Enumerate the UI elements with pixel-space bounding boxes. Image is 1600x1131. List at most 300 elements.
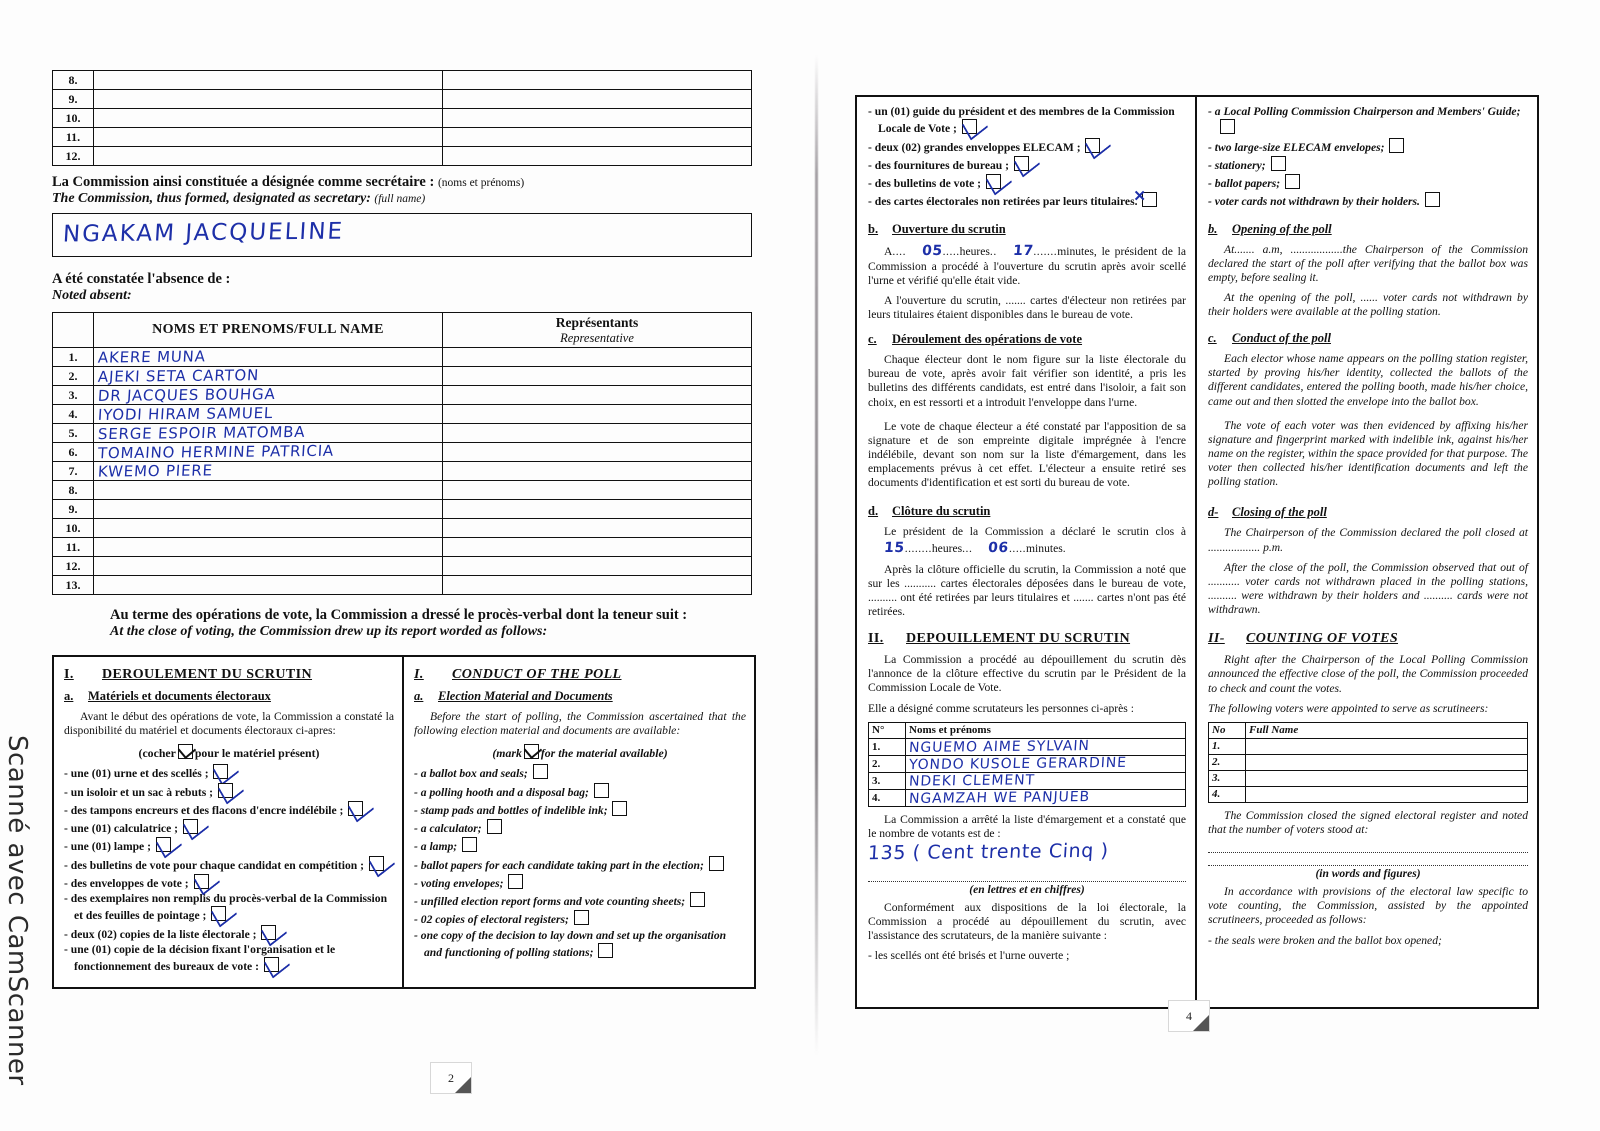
checklist-item: - une (01) copie de la décision fixant l'organisation et le fonctionnement des bureaux de vote : <box>64 942 336 974</box>
voters-count-dotted-line-en-1 <box>1208 843 1528 853</box>
row-name-cell[interactable] <box>94 481 443 500</box>
row-name-cell[interactable] <box>94 90 443 109</box>
voters-count-field-fr[interactable] <box>867 839 1186 869</box>
table-row <box>869 789 1186 806</box>
handwritten-name: IYODI HIRAM SAMUEL <box>97 404 274 424</box>
checklist-item: - voter cards not withdrawn by their holders. <box>1208 192 1528 209</box>
header-name-en: Full Name <box>1246 722 1528 738</box>
closing-paragraph2-en: After the close of the poll, the Commission observed that out of ........... voter cards not withdrawn placed in the polling stations, .......... were withdrawn by their holders and .......... cards were not withdrawn. <box>1208 560 1528 617</box>
page-marker-left: 2 <box>430 1062 472 1094</box>
right-column-fr <box>857 97 1197 1007</box>
row-number: 1. <box>53 348 94 367</box>
row-number: 2. <box>53 367 94 386</box>
handwritten-name: KWEMO PIERE <box>97 461 214 481</box>
secretary-label-fr-text: La Commission ainsi constituée a désignée comme secrétaire : <box>52 174 435 190</box>
report-intro-fr: Avant le début des opérations de vote, la Commission a constaté la disponibilité du matériel et documents électoraux ci-apres: <box>64 710 394 738</box>
mark-post-en: for the material available) <box>540 746 668 761</box>
table-row <box>53 71 752 90</box>
secretary-label-en-note: (full name) <box>374 193 426 205</box>
subsection-letter-c-fr: c. <box>868 332 877 347</box>
checklist-item: - a lamp; <box>414 837 746 854</box>
opening-hours-value: 05 <box>921 242 944 259</box>
row-number: 3. <box>869 772 906 789</box>
header-number <box>53 313 94 348</box>
row-number: 12. <box>53 557 94 576</box>
table-row <box>53 481 752 500</box>
checklist-item: - des cartes électorales non retirées par leurs titulaires. ✕ <box>868 192 1186 209</box>
row-name-cell[interactable] <box>1246 770 1528 786</box>
checkbox-sample-icon <box>178 744 193 759</box>
left-page <box>52 70 752 1085</box>
row-name-cell[interactable] <box>906 755 1186 772</box>
report-column-fr <box>54 657 404 987</box>
row-rep-cell[interactable] <box>443 147 752 166</box>
row-number: 5. <box>53 424 94 443</box>
closing-hours-word-fr: heures <box>931 541 963 555</box>
conduct-paragraph1-en: Each elector whose name appears on the polling station register, started by proving his/her identity, collected the ballots of the different candidates, entered the polling booth, made his/her choice, came out and then slotted the envelope into the ballot box. <box>1208 352 1528 408</box>
checklist-item: - un isoloir et un sac à rebuts ; <box>64 783 394 800</box>
material-checklist-fr <box>64 764 394 974</box>
conduct-paragraph1-fr: Chaque électeur dont le nom figure sur la liste électorale du bureau de vote, après avoir fait vérifier son identité, a pris les bulletins des différents candidats, est entré dans l'isoloir, a fait son choix, en est ressorti et a introduit l'enveloppe dans l'urne. <box>868 353 1186 409</box>
row-name-cell[interactable] <box>94 500 443 519</box>
checklist-item-label: a lamp; <box>420 840 458 854</box>
table-row <box>53 367 752 386</box>
checklist-item: - two large-size ELECAM envelopes; <box>1208 138 1528 155</box>
opening-minutes-value: 17 <box>1012 242 1035 259</box>
checklist-item-label: stationery; <box>1214 158 1266 172</box>
subsection-conduct-text-fr: Déroulement des opérations de vote <box>892 332 1083 347</box>
checklist-item-label: one copy of the decision to lay down and set up the organisation and functioning of polling stations; <box>420 928 727 959</box>
row-number: 1. <box>1209 738 1246 754</box>
row-rep-cell[interactable] <box>443 500 752 519</box>
checkbox-icon[interactable] <box>264 957 279 972</box>
subsection-letter-b-fr: b. <box>868 221 879 236</box>
row-name-cell[interactable] <box>94 538 443 557</box>
checklist-item: - une (01) lampe ; <box>64 837 394 854</box>
subsection-title-text-en: Election Material and Documents <box>438 689 613 703</box>
header-representative-en: Representative <box>560 330 634 345</box>
page-seam-divider <box>815 55 818 1055</box>
counting-paragraph2-fr: Elle a désigné comme scrutateurs les personnes ci-après : <box>868 701 1134 715</box>
row-name-cell[interactable] <box>1246 738 1528 754</box>
scrutineers-table-fr <box>868 722 1186 807</box>
mark-pre-fr: (cocher <box>138 746 176 761</box>
checkbox-icon[interactable] <box>183 819 198 834</box>
handwritten-name: YONDO KUSOLE GERARDINE <box>908 754 1128 773</box>
row-name-cell[interactable] <box>94 405 443 424</box>
opening-paragraph2-en: At the opening of the poll, ...... voter cards not withdrawn by their holders were available at the polling station. <box>1208 290 1528 319</box>
row-name-cell[interactable] <box>94 386 443 405</box>
header-no-fr: N° <box>869 722 906 738</box>
row-rep-cell[interactable] <box>443 557 752 576</box>
table-row <box>53 462 752 481</box>
closing-note <box>110 607 752 640</box>
top-continuation-table <box>52 70 752 166</box>
checklist-item: - des fournitures de bureau ; <box>868 156 1186 173</box>
handwritten-name: AJEKI SETA CARTON <box>97 366 260 386</box>
opening-paragraph1-en: At....... a.m, ..................the Chairperson of the Commission declared the start of the poll after verifying that the ballot box was empty, before sealing it. <box>1208 242 1528 284</box>
checklist-item: - deux (02) copies de la liste électorale ; <box>64 925 394 942</box>
table-row <box>53 386 752 405</box>
voters-count-dotted-line-en-2 <box>1208 856 1528 866</box>
handwritten-name: NGAMZAH WE PANJUEB <box>908 788 1091 807</box>
checklist-item-label: a polling hooth and a disposal bag; <box>420 785 589 799</box>
subsection-closing-title-en <box>1208 505 1528 520</box>
opening-minutes-word-fr: minutes, le président de la Commission a procédé à l'ouverture du scrutin après avoir scellé l'urne et vérifié qu'elle était vide. <box>868 244 1186 287</box>
checkbox-icon[interactable] <box>261 925 276 940</box>
closing-cards-paragraph-fr: Après la clôture officielle du scrutin, la Commission a noté que sur les ........... cartes électorales déposées dans le bureau de vote, .......... ont été retirées par leurs titulaires et ....... cartes n'ont pas été retirées. <box>868 562 1186 619</box>
checkbox-icon[interactable] <box>598 943 613 958</box>
subsection-conduct-title-en <box>1208 331 1528 346</box>
row-name-cell[interactable] <box>94 462 443 481</box>
checkbox-icon[interactable] <box>156 837 171 852</box>
checklist-item: - unfilled election report forms and vote counting sheets; <box>414 892 746 909</box>
checkbox-icon[interactable] <box>508 874 523 889</box>
table-row <box>1209 786 1528 802</box>
header-representative <box>443 313 752 348</box>
subsection-letter-b-en: b. <box>1208 221 1218 236</box>
counting-paragraph2-en: The following voters were appointed to serve as scrutineers: <box>1208 701 1489 715</box>
row-name-cell[interactable] <box>94 109 443 128</box>
section2-title-text-fr: DEPOUILLEMENT DU SCRUTIN <box>906 631 1131 647</box>
checklist-item-label: two large-size ELECAM envelopes; <box>1214 140 1385 154</box>
checklist-item-label: a ballot box and seals; <box>420 767 528 781</box>
checkbox-icon[interactable] <box>594 783 609 798</box>
table-row <box>53 128 752 147</box>
checklist-item: - ballot papers; <box>1208 174 1528 191</box>
checklist-item: - one copy of the decision to lay down and set up the organisation and functioning of polling stations; <box>414 928 727 959</box>
checklist-item-label: une (01) calculatrice ; <box>70 822 178 836</box>
checklist-item-label: a Local Polling Commission Chairperson and Members' Guide; <box>1214 105 1521 118</box>
report-column-en <box>404 657 754 987</box>
voters-count-hint-en: (in words and figures) <box>1315 868 1421 881</box>
row-number: 1. <box>869 738 906 755</box>
checkbox-icon[interactable] <box>194 874 209 889</box>
checklist-item: - des exemplaires non remplis du procès-verbal de la Commission et des feuilles de pointage ; <box>64 892 388 923</box>
checklist-item: - des bulletins de vote ; <box>868 174 1186 191</box>
page-marker-right: 4 <box>1168 1000 1210 1032</box>
table-row <box>1209 738 1528 754</box>
checklist-item: - un (01) guide du président et des membres de la Commission Locale de Vote ; <box>868 105 1175 136</box>
row-name-cell[interactable] <box>94 147 443 166</box>
checkbox-icon[interactable] <box>986 174 1001 189</box>
row-name-cell[interactable] <box>94 128 443 147</box>
handwritten-name: TOMAINO HERMINE PATRICIA <box>97 441 335 463</box>
voters-count-label-en: The Commission closed the signed electoral register and noted that the number of voters stood at: <box>1208 808 1528 837</box>
counting-paragraph1-en: Right after the Chairperson of the Local Polling Commission announced the effective close of the poll, the Commission proceeded to check and count the votes. <box>1208 653 1528 695</box>
handwritten-name: NGUEMO AIME SYLVAIN <box>908 737 1091 756</box>
checkbox-icon[interactable] <box>369 856 384 871</box>
table-row <box>53 500 752 519</box>
checkbox-icon[interactable] <box>462 837 477 852</box>
checklist-item-label: deux (02) copies de la liste électorale ; <box>70 927 257 941</box>
header-name-fr: Noms et prénoms <box>906 722 1186 738</box>
table-row <box>53 557 752 576</box>
subsection-letter-fr: a. <box>64 689 74 703</box>
checklist-item-label: ballot papers for each candidate taking part in the election; <box>420 858 704 872</box>
checklist-item: - voting envelopes; <box>414 874 746 891</box>
subsection-opening-title-en <box>1208 222 1528 237</box>
checklist-item-label: une (01) urne et des scellés ; <box>70 767 209 781</box>
checkbox-icon[interactable] <box>690 892 705 907</box>
voters-count-hint-fr: (en lettres et en chiffres) <box>969 884 1085 897</box>
row-rep-cell[interactable] <box>443 367 752 386</box>
checklist-item-label: ballot papers; <box>1214 177 1281 190</box>
handwritten-name: AKERE MUNA <box>97 347 207 367</box>
mark-instruction-en <box>414 744 746 761</box>
checklist-item-label: une (01) lampe ; <box>70 840 151 854</box>
table-row <box>53 519 752 538</box>
row-number: 4. <box>869 789 906 806</box>
table-row <box>1209 770 1528 786</box>
handwritten-name: SERGE ESPOIR MATOMBA <box>97 422 306 444</box>
checklist-item-label: des enveloppes de vote ; <box>70 876 189 890</box>
checkbox-icon[interactable] <box>533 764 548 779</box>
row-number: 7. <box>53 462 94 481</box>
table-row <box>53 576 752 595</box>
row-number: 11. <box>53 128 94 147</box>
checklist-item: - a ballot box and seals; <box>414 764 746 781</box>
report-subsection-title-fr <box>64 689 394 704</box>
checkbox-icon[interactable] <box>709 856 724 871</box>
row-rep-cell[interactable] <box>443 405 752 424</box>
row-rep-cell[interactable] <box>443 481 752 500</box>
checklist-item: - stamp pads and bottles of indelible ink; <box>414 801 746 818</box>
closing-note-fr: Au terme des opérations de vote, la Commission a dressé le procès-verbal dont la teneur suit : <box>110 607 688 623</box>
subsection-closing-text-en: Closing of the poll <box>1232 505 1327 520</box>
checklist-item-label: 02 copies of electoral registers; <box>420 913 569 927</box>
checkbox-icon[interactable] <box>213 764 228 779</box>
row-name-cell[interactable] <box>906 789 1186 806</box>
checkbox-icon[interactable] <box>1389 138 1404 153</box>
row-number: 3. <box>53 386 94 405</box>
checkbox-sample-icon <box>524 744 539 759</box>
checklist-item-label: un isoloir et un sac à rebuts ; <box>70 785 214 799</box>
row-number: 11. <box>53 538 94 557</box>
checklist-item-label: voter cards not withdrawn by their holders. <box>1214 195 1420 209</box>
checkbox-icon[interactable] <box>1142 192 1157 207</box>
report-intro-en: Before the start of polling, the Commission ascertained that the following election material and documents are available: <box>414 710 746 738</box>
row-name-cell[interactable] <box>94 443 443 462</box>
checklist-item: - des bulletins de vote pour chaque candidat en compétition ; <box>64 856 394 873</box>
row-name-cell[interactable] <box>94 557 443 576</box>
checkbox-icon[interactable] <box>218 783 233 798</box>
secretary-name-field[interactable] <box>52 213 752 257</box>
checklist-item-label: des cartes électorales non retirées par leurs titulaires. <box>874 195 1138 209</box>
subsection-opening-text-fr: Ouverture du scrutin <box>892 221 1006 236</box>
row-rep-cell[interactable] <box>443 519 752 538</box>
row-rep-cell[interactable] <box>443 348 752 367</box>
checklist-item-label: des bulletins de vote ; <box>874 177 982 190</box>
counting-bullet1-en: - the seals were broken and the ballot box opened; <box>1208 933 1442 947</box>
checkbox-icon[interactable] <box>574 910 589 925</box>
row-name-cell[interactable] <box>906 772 1186 789</box>
checklist-item: - stationery; <box>1208 156 1528 173</box>
checkbox-icon[interactable] <box>487 819 502 834</box>
section-roman-en: I. <box>414 667 424 682</box>
closing-time-paragraph-fr: Le président de la Commission a déclaré le scrutin clos à 15........heures... 06.....minutes. <box>868 525 1186 556</box>
row-number: 4. <box>53 405 94 424</box>
secretary-label-en <box>52 191 752 207</box>
row-name-cell[interactable] <box>94 367 443 386</box>
row-number: 10. <box>53 519 94 538</box>
checklist-item-label: des fournitures de bureau ; <box>874 158 1009 172</box>
table-row <box>869 738 1186 755</box>
checkbox-icon[interactable] <box>348 801 363 816</box>
right-column-en <box>1197 97 1537 1007</box>
checklist-item-label: des exemplaires non remplis du procès-verbal de la Commission et des feuilles de pointage ; <box>70 892 388 923</box>
opening-time-paragraph-fr: A.... 05.....heures.. 17.......minutes, le président de la Commission a procédé à l'ouverture du scrutin après avoir scellé l'urne et vérifié qu'elle était vide. <box>868 242 1186 287</box>
table-row <box>53 109 752 128</box>
checkbox-icon[interactable] <box>1014 156 1029 171</box>
report-subsection-title-en <box>414 689 746 704</box>
checkbox-icon[interactable] <box>1220 119 1235 134</box>
table-row <box>53 443 752 462</box>
checkbox-icon[interactable] <box>1285 174 1300 189</box>
counting-paragraph3-en: In accordance with provisions of the electoral law specific to vote counting, the Commission, assisted by the appointed scrutineers, proceeded as follows: <box>1208 885 1528 927</box>
checklist-item-label: une (01) copie de la décision fixant l'organisation et le fonctionnement des bureaux de vote : <box>70 942 336 974</box>
row-rep-cell[interactable] <box>443 109 752 128</box>
row-name-cell[interactable] <box>1246 754 1528 770</box>
secretary-label-en-text: The Commission, thus formed, designated as secretary: <box>52 191 371 206</box>
conduct-paragraph2-fr: Le vote de chaque électeur a été constaté par l'apposition de sa signature et de son empreinte digitale imprégnée à l'encre indélébile, devant son nom sur la liste d'émargement, dans les emplacements prévus à cet effet. L'électeur a ensuite retiré ses documents d'identification et est sorti du bureau de vote. <box>868 419 1186 490</box>
row-number: 2. <box>1209 754 1246 770</box>
row-number: 8. <box>53 481 94 500</box>
table-row <box>53 424 752 443</box>
row-number: 3. <box>1209 770 1246 786</box>
row-rep-cell[interactable] <box>443 443 752 462</box>
material-checklist-continued-fr <box>868 105 1186 210</box>
right-page <box>855 95 1539 1009</box>
voters-count-value: 135 ( Cent trente Cinq ) <box>867 839 1110 865</box>
checkbox-icon[interactable] <box>612 801 627 816</box>
subsection-opening-title-fr <box>868 222 1186 237</box>
opening-hours-word-fr: heures <box>959 244 990 258</box>
table-header-row <box>53 313 752 348</box>
section2-title-en <box>1208 631 1528 647</box>
row-name-cell[interactable] <box>1246 786 1528 802</box>
checklist-item-label: stamp pads and bottles of indelible ink; <box>420 803 608 817</box>
checklist-item-label: des bulletins de vote pour chaque candidat en compétition ; <box>70 858 364 872</box>
table-row <box>53 90 752 109</box>
opening-cards-paragraph-fr: A l'ouverture du scrutin, ....... cartes d'électeur non retirées par leurs titulaires étaient disponibles dans le bureau de vote. <box>868 293 1186 321</box>
table-row <box>53 348 752 367</box>
table-row <box>869 772 1186 789</box>
checklist-item: - 02 copies of electoral registers; <box>414 910 746 927</box>
row-rep-cell[interactable] <box>443 71 752 90</box>
header-no-en: No <box>1209 722 1246 738</box>
checklist-item: - a Local Polling Commission Chairperson and Members' Guide; <box>1208 105 1528 137</box>
row-rep-cell[interactable] <box>443 576 752 595</box>
row-rep-cell[interactable] <box>443 424 752 443</box>
checkbox-icon[interactable] <box>962 119 977 134</box>
checklist-item: - a polling hooth and a disposal bag; <box>414 783 746 800</box>
row-number: 9. <box>53 500 94 519</box>
row-rep-cell[interactable] <box>443 462 752 481</box>
row-name-cell[interactable] <box>94 519 443 538</box>
row-number: 2. <box>869 755 906 772</box>
checklist-item: - ballot papers for each candidate taking part in the election; <box>414 856 746 873</box>
report-section-title-en <box>414 667 746 683</box>
header-representative-fr: Représentants <box>555 314 639 330</box>
checkbox-icon[interactable] <box>211 906 226 921</box>
closing-paragraph1-en: The Chairperson of the Commission declared the poll closed at .................. p.m. <box>1208 526 1528 554</box>
checkbox-icon[interactable] <box>1085 138 1100 153</box>
closing-prefix-fr: Le président de la Commission a déclaré le scrutin clos à <box>884 525 1186 539</box>
counting-paragraph1-fr: La Commission a procédé au dépouillement du scrutin dès l'annonce de la clôture effective du scrutin par le Président de la Commission Locale de Vote. <box>868 653 1186 695</box>
checklist-item: - des enveloppes de vote ; <box>64 874 394 891</box>
table-row <box>869 755 1186 772</box>
checklist-item: - des tampons encreurs et des flacons d'encre indélébile ; <box>64 801 394 818</box>
checklist-item-label: des tampons encreurs et des flacons d'encre indélébile ; <box>70 803 344 817</box>
closing-minutes-word-fr: minutes. <box>1026 541 1066 555</box>
secretary-name-value: NGAKAM JACQUELINE <box>62 218 345 248</box>
checklist-item: - une (01) calculatrice ; <box>64 819 394 836</box>
closing-minutes-value: 06 <box>987 539 1010 556</box>
material-checklist-en <box>414 764 746 960</box>
row-number: 10. <box>53 109 94 128</box>
checklist-item: - une (01) urne et des scellés ; <box>64 764 394 781</box>
row-name-cell[interactable] <box>94 348 443 367</box>
row-number: 4. <box>1209 786 1246 802</box>
checkbox-icon[interactable] <box>1425 192 1440 207</box>
checkbox-icon[interactable] <box>1271 156 1286 171</box>
closing-hours-value: 15 <box>883 539 906 556</box>
row-name-cell[interactable] <box>906 738 1186 755</box>
checklist-item-label: unfilled election report forms and vote counting sheets; <box>420 895 686 909</box>
row-number: 6. <box>53 443 94 462</box>
section-roman-fr: I. <box>64 667 74 682</box>
subsection-letter-d-en: d- <box>1208 505 1219 520</box>
row-rep-cell[interactable] <box>443 90 752 109</box>
section-title-text-en: CONDUCT OF THE POLL <box>452 667 622 682</box>
handwritten-name: NDEKI CLEMENT <box>908 772 1036 790</box>
counting-bullet1-fr: - les scellés ont été brisés et l'urne ouverte ; <box>868 949 1070 963</box>
row-name-cell[interactable] <box>94 424 443 443</box>
absent-label-fr: A été constatée l'absence de : <box>52 271 231 287</box>
subsection-letter-c-en: c. <box>1208 331 1217 346</box>
subsection-letter-d-fr: d. <box>868 504 879 519</box>
section2-roman-en: II- <box>1208 631 1225 647</box>
table-row <box>1209 754 1528 770</box>
voters-count-label-fr: La Commission a arrêté la liste d'émargement et a constaté que le nombre de votants est de : <box>868 812 1186 840</box>
checklist-item: - deux (02) grandes enveloppes ELECAM ; <box>868 138 1186 155</box>
row-name-cell[interactable] <box>94 71 443 90</box>
checklist-item: - a calculator; <box>414 819 746 836</box>
row-number: 9. <box>53 90 94 109</box>
row-rep-cell[interactable] <box>443 128 752 147</box>
mark-post-fr: pour le matériel présent) <box>194 746 320 761</box>
closing-note-en: At the close of voting, the Commission drew up its report worded as follows: <box>110 624 548 639</box>
subsection-conduct-title-fr <box>868 332 1186 347</box>
table-header-row <box>869 722 1186 738</box>
voters-count-dotted-line <box>868 872 1186 882</box>
header-full-name: NOMS ET PRENOMS/FULL NAME <box>94 313 443 348</box>
row-number: 8. <box>53 71 94 90</box>
row-rep-cell[interactable] <box>443 386 752 405</box>
subsection-opening-text-en: Opening of the poll <box>1232 221 1332 236</box>
row-rep-cell[interactable] <box>443 538 752 557</box>
opening-prefix-fr: A <box>884 244 893 258</box>
section-title-text-fr: DEROULEMENT DU SCRUTIN <box>102 667 313 682</box>
report-section-title-fr <box>64 667 394 683</box>
table-row <box>53 538 752 557</box>
row-number: 13. <box>53 576 94 595</box>
checklist-item-label: voting envelopes; <box>420 876 504 890</box>
camscanner-watermark: Scanné avec CamScanner <box>2 735 32 1086</box>
subsection-conduct-text-en: Conduct of the poll <box>1232 331 1331 346</box>
row-name-cell[interactable] <box>94 576 443 595</box>
